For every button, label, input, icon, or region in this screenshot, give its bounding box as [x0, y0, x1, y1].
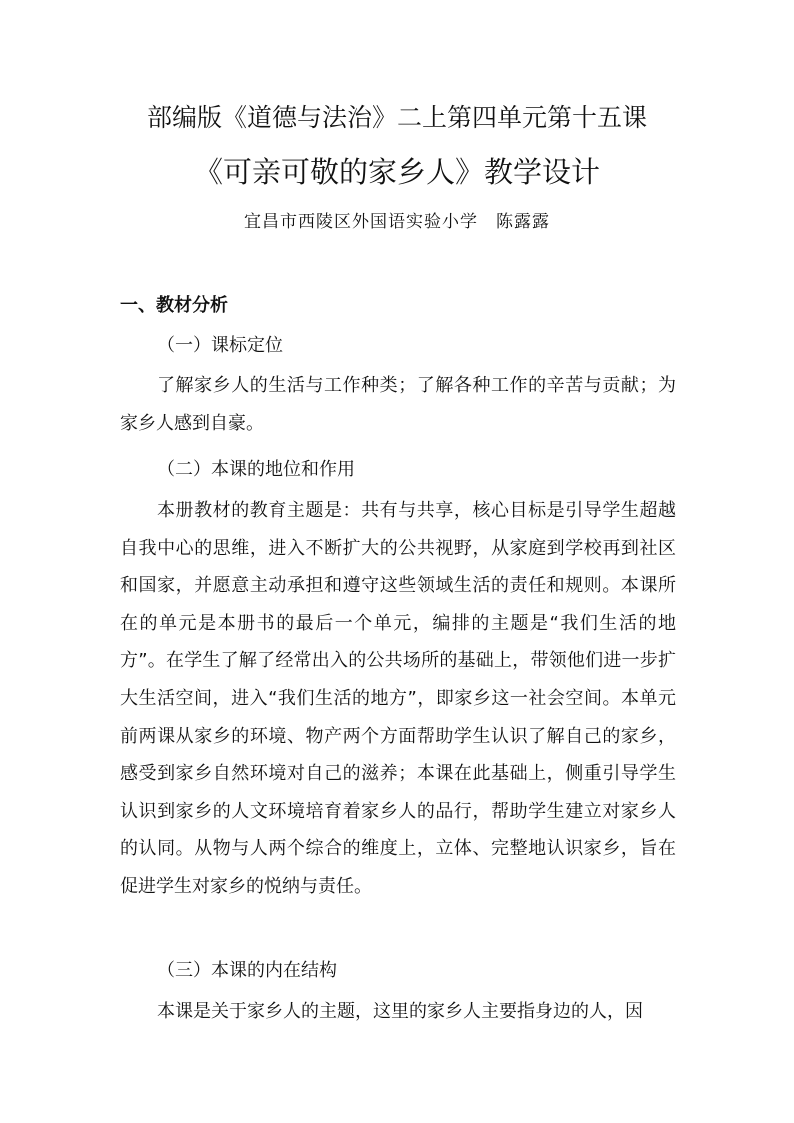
paragraph-lesson-structure: 本课是关于家乡人的主题，这里的家乡人主要指身边的人，因	[157, 1001, 643, 1022]
author-line: 宜昌市西陵区外国语实验小学 陈露露	[244, 212, 550, 232]
paragraph-curriculum-positioning: 了解家乡人的生活与工作种类；了解各种工作的辛苦与贡献；为家乡人感到自豪。	[120, 375, 676, 434]
subheading-lesson-structure: （三）本课的内在结构	[157, 960, 337, 981]
subheading-lesson-role: （二）本课的地位和作用	[157, 459, 355, 480]
document-title-line1: 部编版《道德与法治》二上第四单元第十五课	[146, 103, 647, 132]
paragraph-lesson-role: 本册教材的教育主题是：共有与共享，核心目标是引导学生超越自我中心的思维，进入不断扩大的公共视野，从家庭到学校再到社区和国家，并愿意主动承担和遵守这些领域生活的责任和规则。本课所在的单元是本册书的最后一个单元，编排的主题是“我们生活的地方”。在学生了解了经常出入的公共场所的基础上，带领他们进一步扩大生活空间，进入“我们生活的地方”，即家乡这一社会空间。本单元前两课从家乡的环境、物产两个方面帮助学生认识了解自己的家乡，感受到家乡自然环境对自己的滋养；本课在此基础上，侧重引导学生认识到家乡的人文环境培育着家乡人的品行，帮助学生建立对家乡人的认同。从物与人两个综合的维度上，立体、完整地认识家乡，旨在促进学生对家乡的悦纳与责任。	[120, 500, 676, 897]
subheading-curriculum-positioning: （一）课标定位	[157, 335, 283, 356]
document-title-line2: 《可亲可敬的家乡人》教学设计	[193, 155, 600, 189]
section-heading-textbook-analysis: 一、教材分析	[120, 295, 228, 316]
